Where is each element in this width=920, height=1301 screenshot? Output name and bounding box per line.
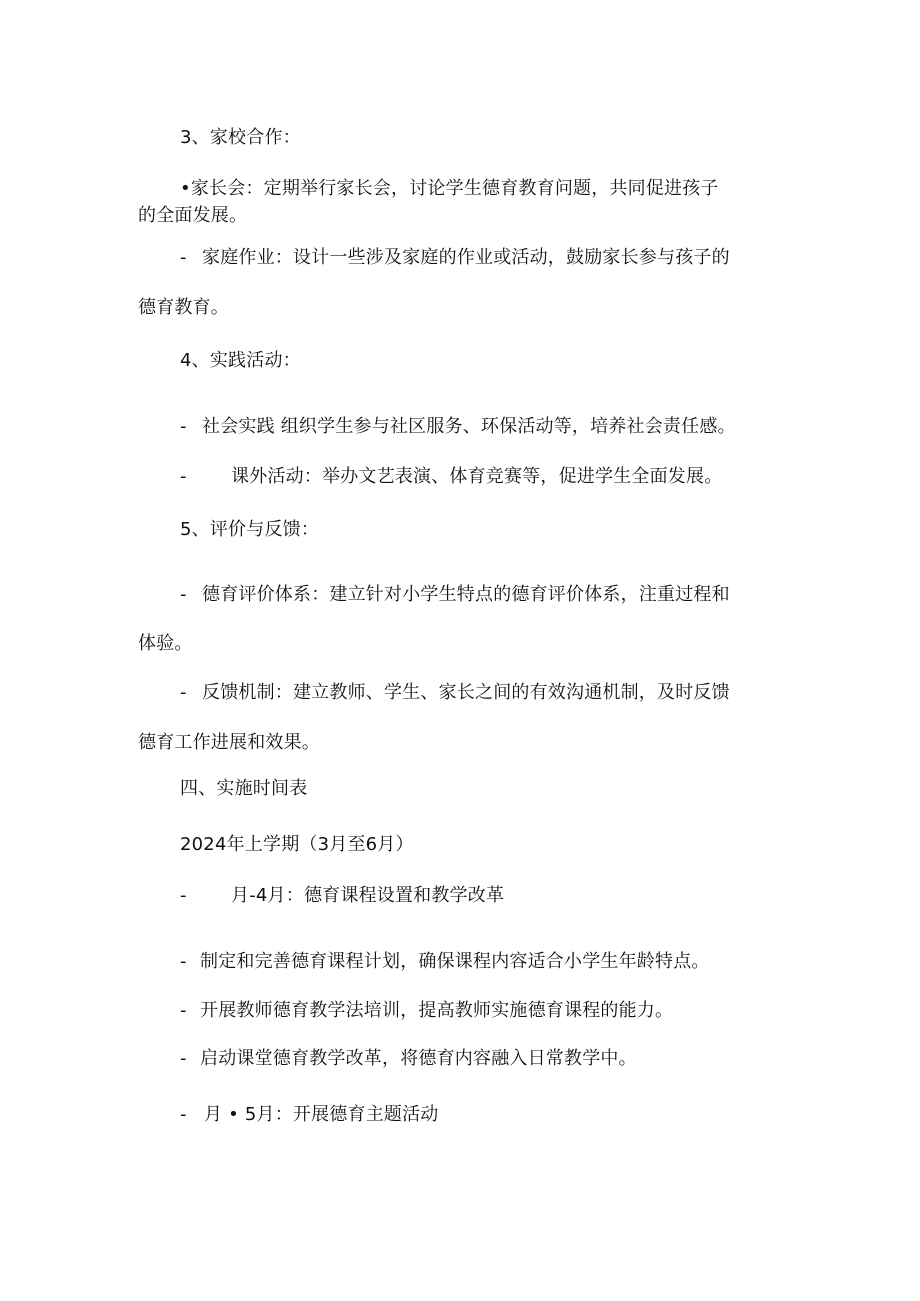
s5-item1-dash: - [180, 584, 187, 605]
s5-item1-line2: 体验。 [138, 633, 193, 654]
month2-heading: 月 • 5月：开展德育主题活动 [204, 1104, 439, 1125]
s3-item1-line2: 的全面发展。 [138, 205, 248, 226]
s4-item2-dash: - [180, 466, 187, 487]
s3-item1-line1: •家长会：定期举行家长会，讨论学生德育教育问题，共同促进孩子 [180, 178, 719, 199]
s5-item2-line2: 德育工作进展和效果。 [138, 732, 320, 753]
m1-item2-dash: - [180, 1000, 187, 1021]
s4-item1: 社会实践 组织学生参与社区服务、环保活动等，培养社会责任感。 [202, 416, 736, 437]
month1-heading: 月-4月：德育课程设置和教学改革 [231, 885, 505, 906]
section-4-heading: 4、实践活动： [180, 350, 301, 371]
m1-item3-dash: - [180, 1048, 187, 1069]
s5-item1-line1: 德育评价体系：建立针对小学生特点的德育评价体系，注重过程和 [202, 584, 730, 605]
m1-item1: 制定和完善德育课程计划，确保课程内容适合小学生年龄特点。 [200, 951, 710, 972]
s5-item2-line1: 反馈机制：建立教师、学生、家长之间的有效沟通机制，及时反馈 [202, 682, 730, 703]
section-four-heading: 四、实施时间表 [180, 778, 308, 799]
m1-item2: 开展教师德育教学法培训，提高教师实施德育课程的能力。 [200, 1000, 674, 1021]
month1-dash: - [180, 885, 187, 906]
m1-item3: 启动课堂德育教学改革，将德育内容融入日常教学中。 [200, 1048, 637, 1069]
s4-item2: 课外活动：举办文艺表演、体育竞赛等，促进学生全面发展。 [231, 466, 723, 487]
s3-item2-line2: 德育教育。 [138, 297, 229, 318]
s3-item2-line1: 家庭作业：设计一些涉及家庭的作业或活动，鼓励家长参与孩子的 [202, 247, 730, 268]
section-5-heading: 5、评价与反馈： [180, 519, 320, 540]
term-heading: 2024年上学期（3月至6月） [180, 834, 414, 855]
s5-item2-dash: - [180, 682, 187, 703]
m1-item1-dash: - [180, 951, 187, 972]
month2-dash: - [180, 1104, 187, 1125]
s3-item2-dash: - [180, 247, 187, 268]
s4-item1-dash: - [180, 416, 187, 437]
section-3-heading: 3、家校合作： [180, 127, 301, 148]
